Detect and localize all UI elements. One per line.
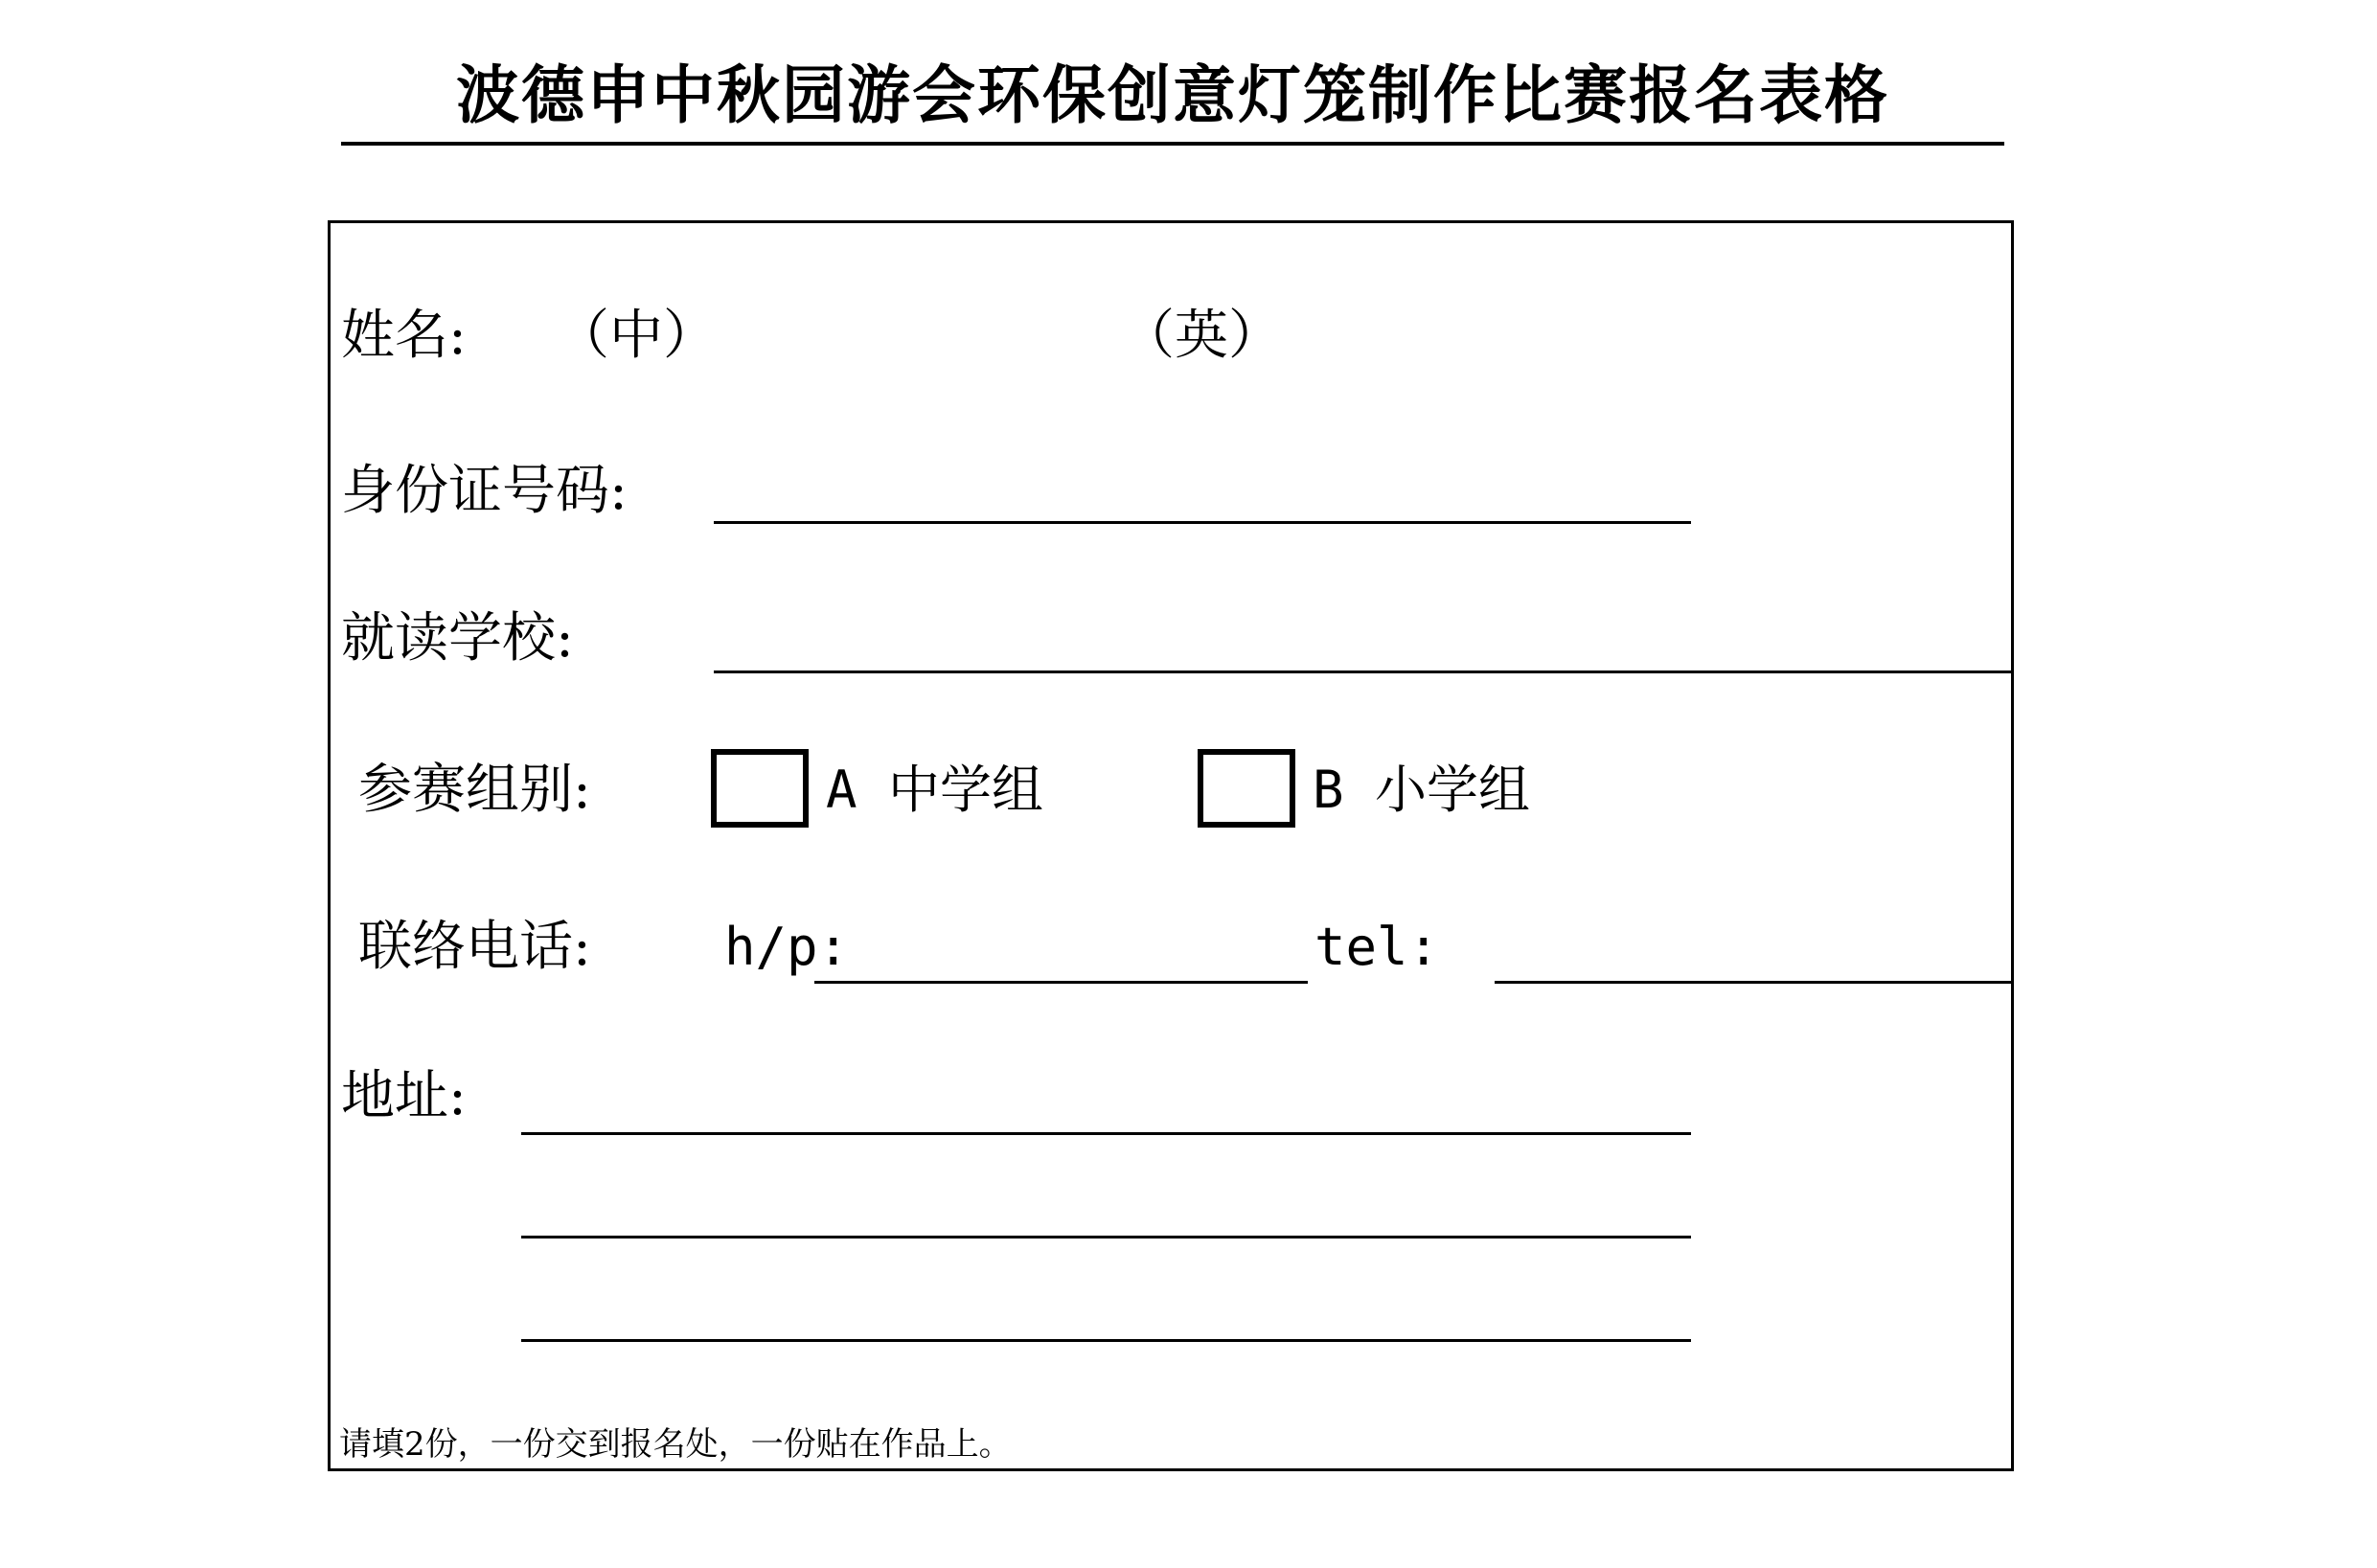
name-english-label: （英） xyxy=(1121,305,1282,367)
school-label: 就读学校: xyxy=(341,607,574,670)
address-field-line-2[interactable] xyxy=(521,1236,1691,1238)
primary-school-option-label: B 小学组 xyxy=(1313,760,1531,820)
id-number-label: 身份证号码: xyxy=(341,460,628,522)
telephone-field[interactable] xyxy=(1495,981,2014,984)
address-field-line-1[interactable] xyxy=(521,1132,1691,1135)
address-label: 地址: xyxy=(341,1065,467,1127)
middle-school-option-label: A 中学组 xyxy=(826,760,1044,820)
registration-form xyxy=(328,220,2014,1471)
form-title: 波德申中秋园游会环保创意灯笼制作比赛报名表格 xyxy=(341,50,2004,146)
category-label: 参赛组别: xyxy=(358,759,591,821)
id-number-field[interactable] xyxy=(714,521,1691,524)
phone-label: 联络电话: xyxy=(358,916,591,978)
telephone-label: tel: xyxy=(1314,917,1440,977)
address-field-line-3[interactable] xyxy=(521,1339,1691,1342)
name-label: 姓名: xyxy=(341,305,467,367)
name-chinese-label: （中） xyxy=(556,305,717,367)
handphone-label: h/p: xyxy=(724,917,850,977)
primary-school-checkbox[interactable] xyxy=(1198,749,1295,828)
handphone-field[interactable] xyxy=(814,981,1308,984)
middle-school-checkbox[interactable] xyxy=(711,749,809,828)
instruction-note: 请填2份，一份交到报名处，一份贴在作品上。 xyxy=(339,1425,1012,1464)
school-field[interactable] xyxy=(714,670,2014,673)
